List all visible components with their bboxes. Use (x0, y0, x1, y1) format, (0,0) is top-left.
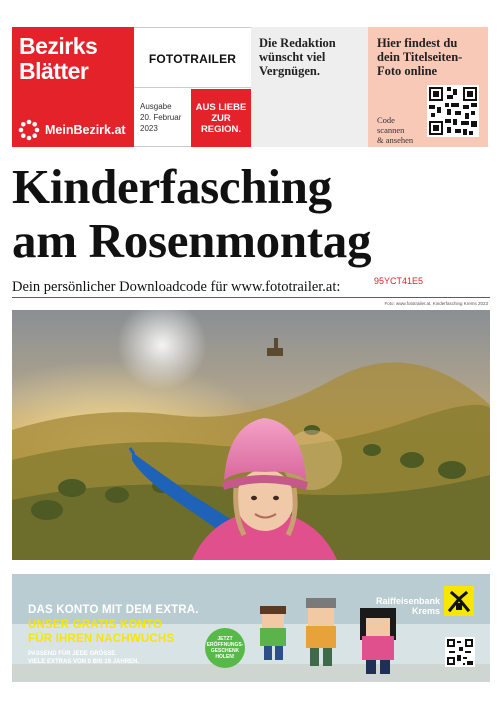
meinbezirk-icon (18, 119, 40, 141)
logo-line-1: Bezirks (19, 33, 98, 59)
issue-label: Ausgabe (140, 102, 172, 111)
cover-promo-box (368, 27, 488, 147)
issue-date-line-2: 2023 (140, 124, 158, 133)
cover-photo (12, 310, 490, 560)
section-box (134, 27, 251, 147)
raiffeisen-logo-icon (444, 586, 474, 616)
ad-line-3: FÜR IHREN NACHWUCHS (28, 633, 175, 645)
bezirksblaetter-logo[interactable] (12, 27, 134, 147)
editorial-box (251, 27, 368, 147)
scan-hint-line-1: Code (377, 115, 395, 125)
region-tag: AUS LIEBE ZUR REGION. (191, 89, 251, 147)
logo-line-2: Blätter (19, 58, 89, 84)
editorial-wish: Die Redaktion wünscht viel Vergnügen. (259, 36, 336, 78)
section-label: FOTOTRAILER (148, 52, 237, 66)
download-code: 95YCT41E5 (374, 276, 424, 286)
section-divider (134, 87, 251, 88)
headline (12, 160, 490, 268)
qr-code-icon[interactable] (427, 85, 479, 137)
ad-gift-badge[interactable]: JETZT ERÖFFNUNGS-GESCHENK HOLEN! (205, 628, 245, 668)
cover-photo-image (12, 310, 490, 560)
ad-qr-code-icon[interactable] (445, 637, 475, 667)
ad-small-line-2: VIELE EXTRAS VON 0 BIS 19 JAHREN. (28, 659, 140, 665)
download-code-text: Dein persönlicher Downloadcode für www.fototrailer.at: (12, 279, 341, 295)
raiffeisen-ad[interactable] (12, 574, 490, 682)
headline-line-2: am Rosenmontag (12, 213, 372, 268)
ad-small-line-1: PASSEND FÜR JEDE GRÖSSE. (28, 651, 117, 657)
issue-info (140, 101, 181, 134)
download-code-row (12, 276, 490, 298)
meinbezirk-label: MeinBezirk.at (45, 123, 126, 137)
meinbezirk-brand (18, 119, 126, 141)
scan-hint (377, 115, 413, 145)
cover-promo-text: Hier findest du dein Titelseiten-Foto online (377, 36, 463, 78)
ad-bank-line-2: Krems (411, 606, 440, 616)
ad-bank-name (352, 596, 440, 616)
issue-date-line-1: 20. Februar (140, 113, 182, 122)
ad-line-1: DAS KONTO MIT DEM EXTRA. (28, 604, 199, 616)
headline-line-1: Kinderfasching (12, 159, 332, 214)
ad-bank-line-1: Raiffeisenbank (375, 596, 440, 606)
scan-hint-line-3: & ansehen (377, 135, 414, 145)
scan-hint-line-2: scannen (377, 125, 405, 135)
ad-line-2: UNSER GRATIS KONTO (28, 619, 163, 631)
photo-credit: Foto: www.fototrailer.at, Kinderfasching Krems 2023 (384, 301, 488, 306)
